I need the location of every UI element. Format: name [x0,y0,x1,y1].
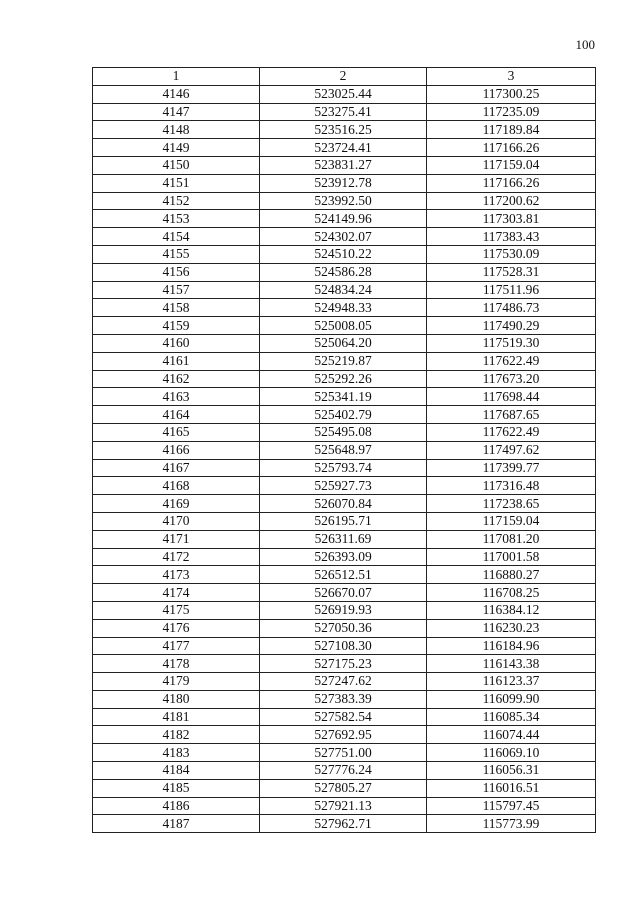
point-number-cell: 4155 [93,245,260,263]
point-number-cell: 4159 [93,317,260,335]
table-row [93,512,596,530]
coordinate-y-cell: 117622.49 [427,423,596,441]
table-row [93,815,596,833]
table-row [93,263,596,281]
point-number-cell: 4165 [93,423,260,441]
point-number-cell: 4177 [93,637,260,655]
coordinate-y-cell: 117238.65 [427,495,596,513]
coordinate-x-cell: 526393.09 [260,548,427,566]
point-number-cell: 4148 [93,121,260,139]
coordinate-x-cell: 525927.73 [260,477,427,495]
table-header-row [93,68,596,86]
coordinate-x-cell: 524149.96 [260,210,427,228]
table-row [93,566,596,584]
coordinate-x-cell: 526512.51 [260,566,427,584]
coordinate-y-cell: 117300.25 [427,85,596,103]
coordinate-x-cell: 525648.97 [260,441,427,459]
table-body [93,85,596,832]
point-number-cell: 4149 [93,139,260,157]
coordinate-y-cell: 117166.26 [427,139,596,157]
coordinate-x-cell: 527108.30 [260,637,427,655]
coordinate-y-cell: 116880.27 [427,566,596,584]
column-header-1: 1 [93,68,260,86]
coordinate-x-cell: 526311.69 [260,530,427,548]
table-row [93,388,596,406]
table-row [93,121,596,139]
coordinate-y-cell: 116384.12 [427,601,596,619]
point-number-cell: 4185 [93,779,260,797]
point-number-cell: 4170 [93,512,260,530]
coordinate-x-cell: 527692.95 [260,726,427,744]
coordinate-y-cell: 117622.49 [427,352,596,370]
point-number-cell: 4175 [93,601,260,619]
coordinate-y-cell: 117519.30 [427,334,596,352]
point-number-cell: 4184 [93,762,260,780]
coordinate-y-cell: 117490.29 [427,317,596,335]
coordinate-x-cell: 523992.50 [260,192,427,210]
table-row [93,495,596,513]
point-number-cell: 4158 [93,299,260,317]
point-number-cell: 4182 [93,726,260,744]
coordinate-y-cell: 116230.23 [427,619,596,637]
coordinate-x-cell: 524586.28 [260,263,427,281]
coordinate-y-cell: 116184.96 [427,637,596,655]
point-number-cell: 4178 [93,655,260,673]
table-row [93,370,596,388]
coordinate-y-cell: 116143.38 [427,655,596,673]
point-number-cell: 4157 [93,281,260,299]
coordinate-y-cell: 117383.43 [427,228,596,246]
point-number-cell: 4152 [93,192,260,210]
table-row [93,192,596,210]
table-row [93,85,596,103]
coordinate-x-cell: 523516.25 [260,121,427,139]
coordinate-y-cell: 117081.20 [427,530,596,548]
point-number-cell: 4167 [93,459,260,477]
table-row [93,459,596,477]
coordinate-y-cell: 117698.44 [427,388,596,406]
coordinate-y-cell: 116069.10 [427,744,596,762]
column-header-2: 2 [260,68,427,86]
point-number-cell: 4151 [93,174,260,192]
coordinate-x-cell: 527962.71 [260,815,427,833]
coordinate-x-cell: 524834.24 [260,281,427,299]
coordinate-y-cell: 116056.31 [427,762,596,780]
coordinate-x-cell: 527247.62 [260,673,427,691]
point-number-cell: 4186 [93,797,260,815]
point-number-cell: 4150 [93,156,260,174]
table-row [93,637,596,655]
table-row [93,619,596,637]
coordinate-x-cell: 526919.93 [260,601,427,619]
table-row [93,779,596,797]
point-number-cell: 4176 [93,619,260,637]
point-number-cell: 4154 [93,228,260,246]
point-number-cell: 4180 [93,690,260,708]
coordinate-x-cell: 527383.39 [260,690,427,708]
table-row [93,317,596,335]
point-number-cell: 4153 [93,210,260,228]
coordinate-x-cell: 523724.41 [260,139,427,157]
point-number-cell: 4164 [93,406,260,424]
table-row [93,103,596,121]
point-number-cell: 4147 [93,103,260,121]
column-header-3: 3 [427,68,596,86]
coordinate-y-cell: 117200.62 [427,192,596,210]
table-row [93,156,596,174]
coordinate-y-cell: 117159.04 [427,156,596,174]
page-number: 100 [575,37,595,52]
coordinate-y-cell: 117189.84 [427,121,596,139]
coordinate-x-cell: 523025.44 [260,85,427,103]
point-number-cell: 4163 [93,388,260,406]
coordinate-x-cell: 523275.41 [260,103,427,121]
table-row [93,673,596,691]
point-number-cell: 4161 [93,352,260,370]
coordinate-x-cell: 526070.84 [260,495,427,513]
coordinate-x-cell: 527805.27 [260,779,427,797]
table-row [93,726,596,744]
coordinate-y-cell: 117497.62 [427,441,596,459]
coordinate-x-cell: 526195.71 [260,512,427,530]
coordinate-x-cell: 525402.79 [260,406,427,424]
point-number-cell: 4181 [93,708,260,726]
table-row [93,762,596,780]
point-number-cell: 4174 [93,584,260,602]
table-row [93,245,596,263]
coordinate-x-cell: 525008.05 [260,317,427,335]
table-row [93,441,596,459]
coordinate-y-cell: 117316.48 [427,477,596,495]
coordinate-y-cell: 116708.25 [427,584,596,602]
table-row [93,708,596,726]
point-number-cell: 4166 [93,441,260,459]
point-number-cell: 4187 [93,815,260,833]
coordinate-x-cell: 524302.07 [260,228,427,246]
coordinate-y-cell: 116123.37 [427,673,596,691]
coordinate-x-cell: 525793.74 [260,459,427,477]
table-row [93,655,596,673]
table-row [93,690,596,708]
coordinate-y-cell: 117159.04 [427,512,596,530]
table-row [93,406,596,424]
coordinate-x-cell: 526670.07 [260,584,427,602]
table-row [93,299,596,317]
table-row [93,797,596,815]
table-row [93,530,596,548]
table-row [93,228,596,246]
coordinate-y-cell: 115797.45 [427,797,596,815]
point-number-cell: 4179 [93,673,260,691]
point-number-cell: 4183 [93,744,260,762]
table-row [93,601,596,619]
coordinate-x-cell: 523912.78 [260,174,427,192]
table-row [93,548,596,566]
coordinate-y-cell: 117001.58 [427,548,596,566]
coordinate-x-cell: 527751.00 [260,744,427,762]
coordinate-y-cell: 117399.77 [427,459,596,477]
table-row [93,477,596,495]
coordinate-y-cell: 115773.99 [427,815,596,833]
table-row [93,281,596,299]
coordinate-y-cell: 117528.31 [427,263,596,281]
table-row [93,744,596,762]
coordinate-x-cell: 525495.08 [260,423,427,441]
coordinate-x-cell: 527050.36 [260,619,427,637]
coordinate-y-cell: 117303.81 [427,210,596,228]
coordinate-y-cell: 117511.96 [427,281,596,299]
coordinate-y-cell: 117673.20 [427,370,596,388]
coordinate-y-cell: 116016.51 [427,779,596,797]
coordinate-y-cell: 116085.34 [427,708,596,726]
point-number-cell: 4162 [93,370,260,388]
coordinate-x-cell: 525219.87 [260,352,427,370]
point-number-cell: 4156 [93,263,260,281]
table-row [93,334,596,352]
coordinate-x-cell: 524510.22 [260,245,427,263]
point-number-cell: 4172 [93,548,260,566]
point-number-cell: 4146 [93,85,260,103]
coordinate-y-cell: 117530.09 [427,245,596,263]
coordinate-x-cell: 525292.26 [260,370,427,388]
table-row [93,210,596,228]
coordinate-x-cell: 527175.23 [260,655,427,673]
coordinate-x-cell: 527776.24 [260,762,427,780]
table-row [93,584,596,602]
point-number-cell: 4169 [93,495,260,513]
coordinate-x-cell: 525341.19 [260,388,427,406]
coordinate-y-cell: 116099.90 [427,690,596,708]
coordinates-table [92,67,596,833]
coordinate-y-cell: 117687.65 [427,406,596,424]
coordinate-x-cell: 527582.54 [260,708,427,726]
point-number-cell: 4173 [93,566,260,584]
coordinate-x-cell: 525064.20 [260,334,427,352]
coordinate-x-cell: 524948.33 [260,299,427,317]
coordinate-y-cell: 117166.26 [427,174,596,192]
coordinate-y-cell: 116074.44 [427,726,596,744]
point-number-cell: 4160 [93,334,260,352]
table-row [93,174,596,192]
point-number-cell: 4171 [93,530,260,548]
coordinate-y-cell: 117486.73 [427,299,596,317]
coordinate-y-cell: 117235.09 [427,103,596,121]
coordinate-x-cell: 527921.13 [260,797,427,815]
table-row [93,352,596,370]
table-row [93,423,596,441]
point-number-cell: 4168 [93,477,260,495]
table-row [93,139,596,157]
coordinate-x-cell: 523831.27 [260,156,427,174]
